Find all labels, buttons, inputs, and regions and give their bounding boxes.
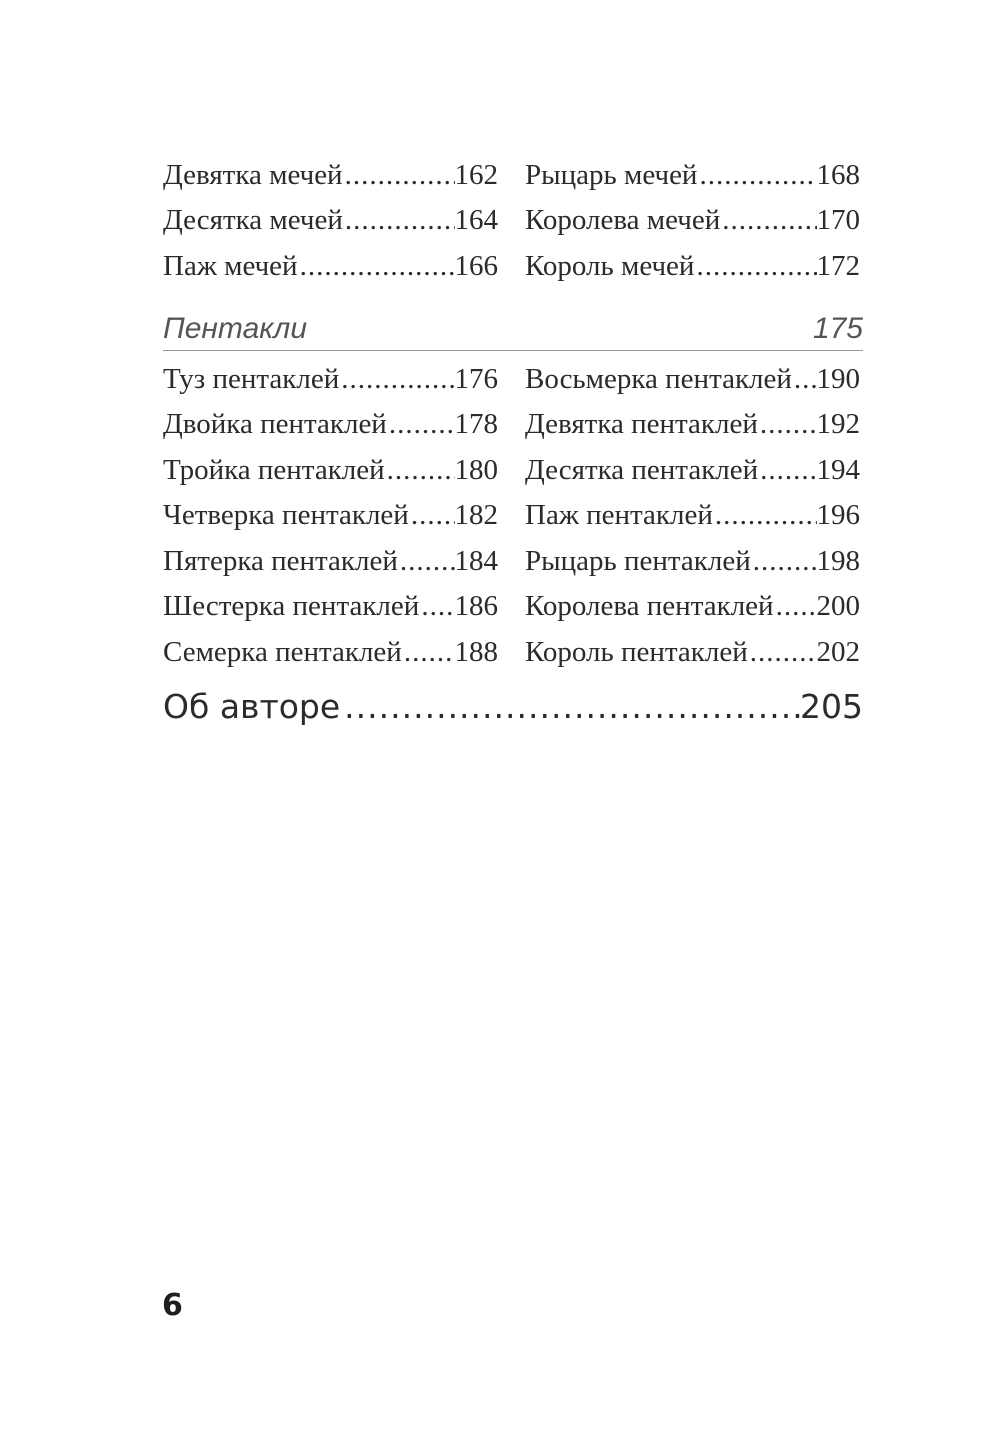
dot-leader xyxy=(419,588,454,624)
toc-entry xyxy=(163,543,498,579)
dot-leader xyxy=(385,452,455,488)
toc-entry xyxy=(525,497,860,533)
toc-entry-title: Королева мечей xyxy=(525,204,721,236)
toc-entry-title: Король пентаклей xyxy=(525,636,748,668)
toc-entry-page: 188 xyxy=(454,636,498,668)
toc-entry-title: Десятка пентаклей xyxy=(525,454,759,486)
toc-entry-page: 190 xyxy=(816,363,860,395)
toc-entry-title: Восьмерка пентаклей xyxy=(525,363,792,395)
dot-leader xyxy=(409,497,455,533)
toc-entry-page: 182 xyxy=(454,499,498,531)
toc-entry xyxy=(163,452,498,488)
toc-entry xyxy=(163,202,498,238)
dot-leader xyxy=(748,634,817,670)
toc-entry-page: 184 xyxy=(454,545,498,577)
toc-entry-page: 200 xyxy=(816,590,860,622)
toc-entry-page: 196 xyxy=(816,499,860,531)
dot-leader xyxy=(402,634,455,670)
dot-leader xyxy=(758,406,817,442)
dot-leader xyxy=(792,361,817,397)
section-title: Пентакли xyxy=(163,312,308,345)
dot-leader xyxy=(343,202,455,238)
toc-entry xyxy=(163,248,498,284)
toc-entry xyxy=(525,452,860,488)
toc-entry xyxy=(525,361,860,397)
toc-entry-title: Семерка пентаклей xyxy=(163,636,402,668)
toc-entry xyxy=(525,406,860,442)
toc-entry-title: Паж мечей xyxy=(163,250,298,282)
toc-entry-title: Тройка пентаклей xyxy=(163,454,385,486)
toc-entry-page: 168 xyxy=(816,159,860,191)
toc-entry xyxy=(163,588,498,624)
toc-entry-title: Король мечей xyxy=(525,250,695,282)
toc-entry-page: 194 xyxy=(816,454,860,486)
toc-entry-title: Пятерка пентаклей xyxy=(163,545,398,577)
dot-leader xyxy=(387,406,455,442)
toc-entry-title: Рыцарь мечей xyxy=(525,159,698,191)
toc-entry-page: 170 xyxy=(816,204,860,236)
toc-entry-title: Паж пентаклей xyxy=(525,499,713,531)
dot-leader xyxy=(751,543,817,579)
toc-entry-page: 186 xyxy=(454,590,498,622)
dot-leader xyxy=(343,157,455,193)
toc-entry xyxy=(163,361,498,397)
toc-entry-title: Рыцарь пентаклей xyxy=(525,545,751,577)
toc-entry xyxy=(163,406,498,442)
toc-entry-title: Десятка мечей xyxy=(163,204,343,236)
toc-entry-page: 202 xyxy=(816,636,860,668)
section-heading xyxy=(163,312,863,352)
dot-leader xyxy=(697,157,816,193)
toc-entry-title: Туз пентаклей xyxy=(163,363,340,395)
toc-entry-page: 162 xyxy=(454,159,498,191)
dot-leader xyxy=(340,684,800,730)
toc-entry-page: 180 xyxy=(454,454,498,486)
toc-entry-title: Девятка мечей xyxy=(163,159,343,191)
toc-entry-page: 164 xyxy=(454,204,498,236)
section-divider xyxy=(163,350,863,351)
toc-entry xyxy=(525,248,860,284)
toc-entry-title: Девятка пентаклей xyxy=(525,408,758,440)
dot-leader xyxy=(694,248,816,284)
toc-entry xyxy=(525,588,860,624)
dot-leader xyxy=(713,497,817,533)
about-author-entry xyxy=(163,684,863,730)
toc-entry xyxy=(163,497,498,533)
about-author-page: 205 xyxy=(800,687,863,726)
toc-entry xyxy=(525,157,860,193)
toc-entry xyxy=(163,634,498,670)
toc-entry-title: Четверка пентаклей xyxy=(163,499,409,531)
dot-leader xyxy=(298,248,455,284)
toc-entry-title: Двойка пентаклей xyxy=(163,408,387,440)
toc-entry-page: 192 xyxy=(816,408,860,440)
toc-entry-title: Шестерка пентаклей xyxy=(163,590,420,622)
toc-entry-title: Королева пентаклей xyxy=(525,590,774,622)
toc-entry xyxy=(163,157,498,193)
dot-leader xyxy=(339,361,454,397)
toc-entry-page: 198 xyxy=(816,545,860,577)
toc-entry-page: 172 xyxy=(816,250,860,282)
about-author-title: Об авторе xyxy=(163,687,341,726)
section-page: 175 xyxy=(812,312,863,345)
dot-leader xyxy=(758,452,816,488)
toc-entry-page: 166 xyxy=(454,250,498,282)
toc-entry-page: 178 xyxy=(454,408,498,440)
page-number: 6 xyxy=(162,1288,183,1323)
dot-leader xyxy=(774,588,817,624)
toc-entry xyxy=(525,634,860,670)
dot-leader xyxy=(720,202,816,238)
toc-entry-page: 176 xyxy=(454,363,498,395)
toc-entry xyxy=(525,543,860,579)
toc-entry xyxy=(525,202,860,238)
dot-leader xyxy=(398,543,455,579)
